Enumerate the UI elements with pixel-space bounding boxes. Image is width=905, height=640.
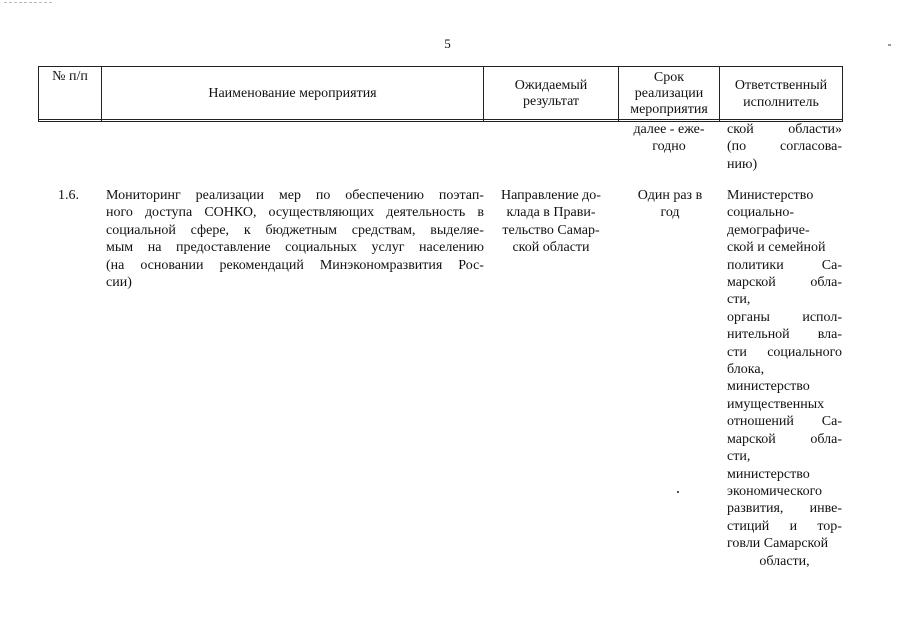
header-num: № п/п [39,67,102,122]
header-responsible-line: Ответственный [734,78,828,93]
row-responsible-line: блока, [727,362,765,378]
row-result-line: клада в Прави- [506,205,596,221]
row-name-line: сии) [106,275,132,291]
continuation-term [621,121,717,156]
scan-artifact [4,2,52,5]
header-term-line: Срок [653,70,685,85]
row-responsible-line: сти социального [727,344,842,360]
row-name [106,187,484,291]
row-name-line: социальной сфере, к бюджетным средствам, выделяе- [106,222,484,238]
continuation-responsible-line: (по согласова- [727,139,842,155]
header-term [619,67,720,122]
row-name-line: Мониторинг реализации мер по обеспечению поэтап- [106,188,484,203]
row-responsible-line: политики Са- [727,257,842,273]
row-responsible-line: области, [759,553,810,569]
header-name: Наименование мероприятия [102,67,484,122]
row-responsible-line: демографиче- [727,222,810,238]
table-header [38,66,843,122]
row-result-line: Направление до- [501,188,601,203]
page-number: 5 [444,36,451,51]
header-responsible [720,67,843,122]
row-responsible-line: имущественных [727,396,825,412]
row-name-line: мым на предоставление социальных услуг населению [106,240,484,256]
continuation-responsible-line: нию) [727,156,758,172]
scan-artifact [677,491,679,493]
row-responsible-line: сти, [727,449,751,465]
row-responsible-line: экономического [727,483,822,499]
continuation-term-line: годно [652,139,686,155]
row-responsible-line: стиций и тор- [727,518,842,534]
header-result-line: результат [522,94,580,109]
row-result-line: тельство Самар- [502,222,600,238]
row-result [491,187,611,257]
continuation-responsible [727,121,842,173]
row-responsible-line: министерство [727,466,810,482]
row-responsible-line: социально- [727,205,795,221]
row-name-line: ного доступа СОНКО, осуществляющих деятельность в [106,205,484,221]
row-responsible-line: развития, инве- [727,501,842,517]
header-result-line: Ожидаемый [514,78,588,93]
row-responsible-line: марской обла- [727,431,842,447]
table-rule [38,119,842,120]
header-result [484,67,619,122]
row-responsible-line: ской и семейной [727,240,826,256]
continuation-term-line: далее - еже- [633,122,705,137]
row-responsible-line: марской обла- [727,275,842,291]
row-term [622,187,718,222]
row-responsible-line: органы испол- [727,309,842,325]
header-term-line: мероприятия [630,102,708,117]
row-responsible-line: министерство [727,379,810,395]
row-responsible-line: Министерство [727,188,814,203]
row-number: 1.6. [58,188,79,203]
row-term-line: Один раз в [637,188,703,203]
row-responsible-line: сти, [727,292,751,308]
row-name-line: (на основании рекомендаций Минэкономразвития Рос- [106,257,484,273]
header-term-line: реализации [634,86,704,101]
row-result-line: ской области [512,240,590,256]
row-term-line: год [660,205,680,221]
continuation-responsible-line: ской области» [727,122,842,137]
row-responsible-line: нительной вла- [727,327,842,343]
row-responsible-line: отношений Са- [727,414,842,430]
row-responsible-line: говли Самарской [727,536,829,552]
row-responsible [727,187,842,570]
header-responsible-line: исполнитель [743,95,819,110]
